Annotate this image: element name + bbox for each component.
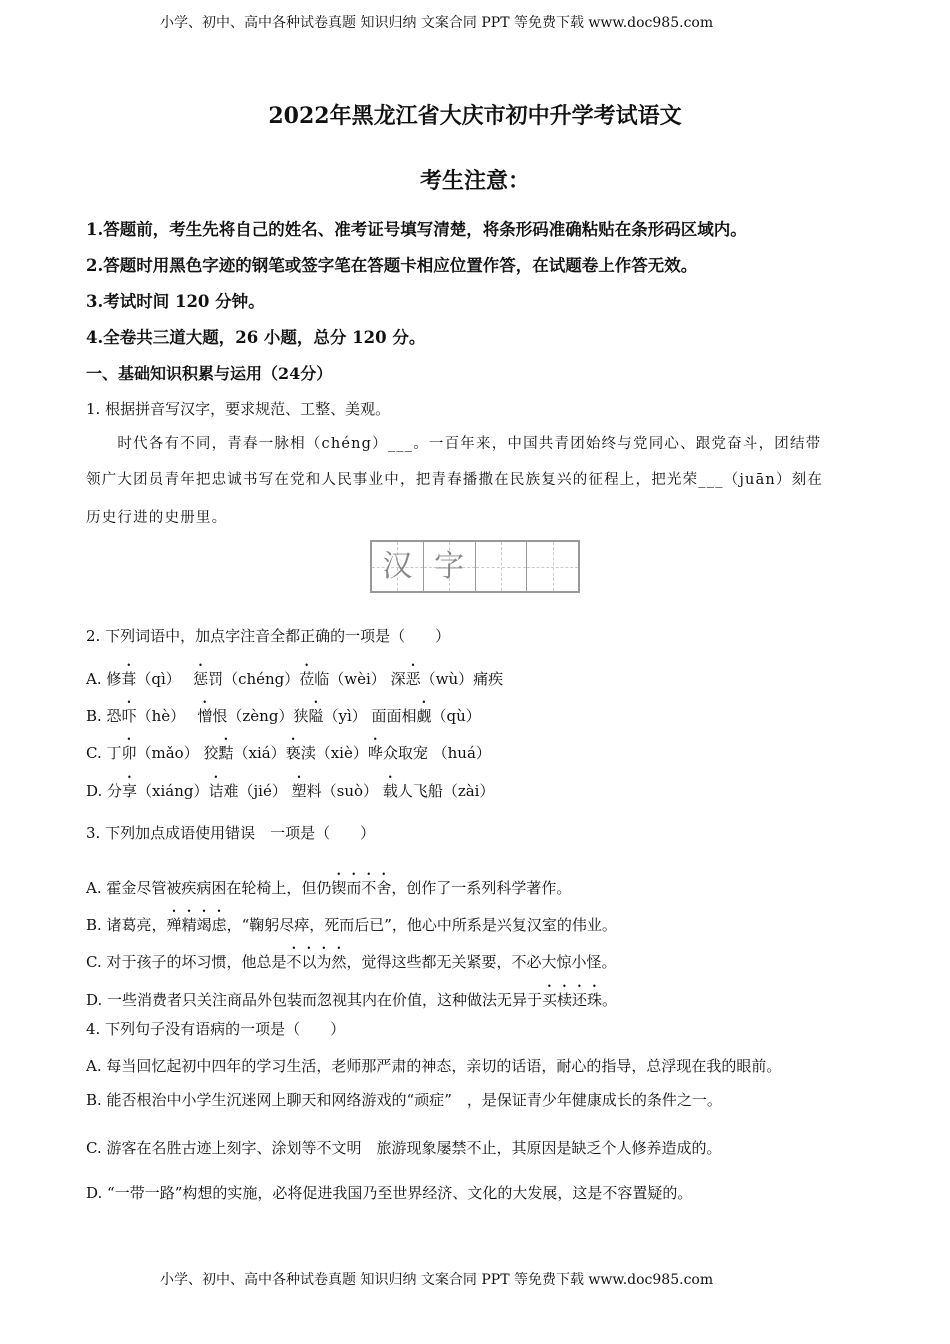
q2-stem: 2. 下列词语中，加点字注音全都正确的一项是（ ）	[86, 627, 451, 645]
page-header: 小学、初中、高中各种试卷真题 知识归纳 文案合同 PPT 等免费下载 www.doc985.com	[160, 15, 714, 31]
option-text: ，“鞠躬尽瘁，死而后已”，他心中所系是兴复汉室的伟业。	[226, 916, 617, 934]
emphasized-text: 亵	[285, 744, 301, 762]
option-text: 。	[602, 991, 618, 1009]
option-text: B. 恐	[86, 707, 122, 725]
emphasized-text: 载	[382, 782, 398, 800]
emphasized-text: 觑	[416, 707, 432, 725]
exam-title: 2022年黑龙江省大庆市初中升学考试语文	[268, 103, 682, 129]
emphasized-text: 憎	[197, 707, 213, 725]
emphasized-text: 殚精竭虑	[166, 916, 227, 934]
grid-cell	[527, 542, 578, 591]
option-text: 渎（xiè）	[300, 744, 368, 762]
notice-1: 1.答题前，考生先将自己的姓名、准考证号填写清楚，将条形码准确粘贴在条形码区域内。	[86, 220, 747, 239]
option-text: 罚（chéng）	[208, 670, 300, 688]
emphasized-text: 塑	[291, 782, 307, 800]
grid-cell: 汉	[372, 542, 424, 591]
emphasized-text: 不以为然	[286, 953, 347, 971]
option-text: （xiáng）	[137, 782, 209, 800]
q3-option	[86, 907, 617, 935]
emphasized-text: 买椟还珠	[542, 991, 603, 1009]
q4-option: B. 能否根治中小学生沉迷网上聊天和网络游戏的“顽症” ，是保证青少年健康成长的条件之一。	[86, 1091, 722, 1109]
q4-option: A. 每当回忆起初中四年的学习生活，老师那严肃的神态，亲切的话语，耐心的指导，总浮现在我的眼前。	[86, 1057, 782, 1075]
emphasized-text: 吓	[121, 707, 137, 725]
q4-option: C. 游客在名胜古迹上刻字、涂划等不文明 旅游现象屡禁不止，其原因是缺乏个人修养造成的。	[86, 1139, 722, 1157]
q1-paragraph-line: 历史行进的史册里。	[86, 510, 228, 526]
q1-paragraph-line: 领广大团员青年把忠诚书写在党和人民事业中，把青春播撒在民族复兴的征程上，把光荣___（juān）刻在	[86, 472, 824, 488]
q2-option	[86, 735, 491, 763]
grid-cell: 字	[424, 542, 476, 591]
notice-2: 2.答题时用黑色字迹的钢笔或签字笔在答题卡相应位置作答，在试题卷上作答无效。	[86, 256, 698, 275]
notice-4: 4.全卷共三道大题，26 小题，总分 120 分。	[86, 328, 426, 347]
q4-stem: 4. 下列句子没有语病的一项是（ ）	[86, 1020, 346, 1038]
option-text: C. 对于孩子的坏习惯，他总是	[86, 953, 287, 971]
grid-cell	[476, 542, 528, 591]
emphasized-text: 哗	[367, 744, 383, 762]
option-text: （mǎo） 狡	[136, 744, 219, 762]
q2-option	[86, 773, 494, 801]
option-text: （wù）痛疾	[420, 670, 504, 688]
emphasized-text: 莅	[299, 670, 315, 688]
option-text: （xiá）	[233, 744, 286, 762]
notice-heading: 考生注意：	[419, 168, 530, 194]
option-text: （yì） 面面相	[323, 707, 417, 725]
emphasized-text: 惩	[193, 670, 209, 688]
q3-option	[86, 870, 571, 898]
q1-paragraph-line: 时代各有不同，青春一脉相（chéng）___。一百年来，中国共青团始终与党同心、跟党奋斗，团结带	[86, 436, 822, 452]
section-heading: 一、基础知识积累与运用（24分）	[86, 364, 333, 383]
emphasized-text: 隘	[308, 707, 324, 725]
q1-stem: 1. 根据拼音写汉字，要求规范、工整、美观。	[86, 400, 391, 418]
option-text: 人飞船（zài）	[397, 782, 495, 800]
option-text: C. 丁	[86, 744, 122, 762]
option-text: （qì）	[136, 670, 194, 688]
option-text: B. 诸葛亮，	[86, 916, 167, 934]
option-text: 恨（zèng）狭	[212, 707, 309, 725]
page-footer: 小学、初中、高中各种试卷真题 知识归纳 文案合同 PPT 等免费下载 www.doc985.com	[160, 1272, 714, 1288]
q2-option	[86, 661, 503, 689]
option-text: A. 修	[86, 670, 122, 688]
q4-option: D. “一带一路”构想的实施，必将促进我国乃至世界经济、文化的大发展，这是不容置疑的。	[86, 1184, 693, 1202]
option-text: 料（suò）	[306, 782, 383, 800]
q3-stem: 3. 下列加点成语使用错误 一项是（ ）	[86, 824, 376, 842]
option-text: ，创作了一系列科学著作。	[391, 879, 572, 897]
option-text: D. 分	[86, 782, 123, 800]
option-text: A. 霍金尽管被疾病困在轮椅上，但仍	[86, 879, 332, 897]
emphasized-text: 恶	[405, 670, 421, 688]
emphasized-text: 锲而不舍	[331, 879, 392, 897]
option-text: 难（jié）	[223, 782, 292, 800]
option-text: （hè）	[136, 707, 198, 725]
emphasized-text: 黠	[218, 744, 234, 762]
option-text: （qù）	[431, 707, 481, 725]
option-text: 临（wèi） 深	[314, 670, 406, 688]
option-text: 众取宠 （huá）	[382, 744, 491, 762]
emphasized-text: 诘	[208, 782, 224, 800]
emphasized-text: 葺	[121, 670, 137, 688]
option-text: ，觉得这些都无关紧要，不必大惊小怪。	[346, 953, 617, 971]
q3-option	[86, 982, 617, 1010]
hanzi-grid	[370, 540, 580, 593]
emphasized-text: 享	[122, 782, 138, 800]
emphasized-text: 卯	[121, 744, 137, 762]
option-text: D. 一些消费者只关注商品外包装而忽视其内在价值，这种做法无异于	[86, 991, 543, 1009]
q2-option	[86, 698, 481, 726]
q3-option	[86, 944, 617, 972]
notice-3: 3.考试时间 120 分钟。	[86, 292, 265, 311]
